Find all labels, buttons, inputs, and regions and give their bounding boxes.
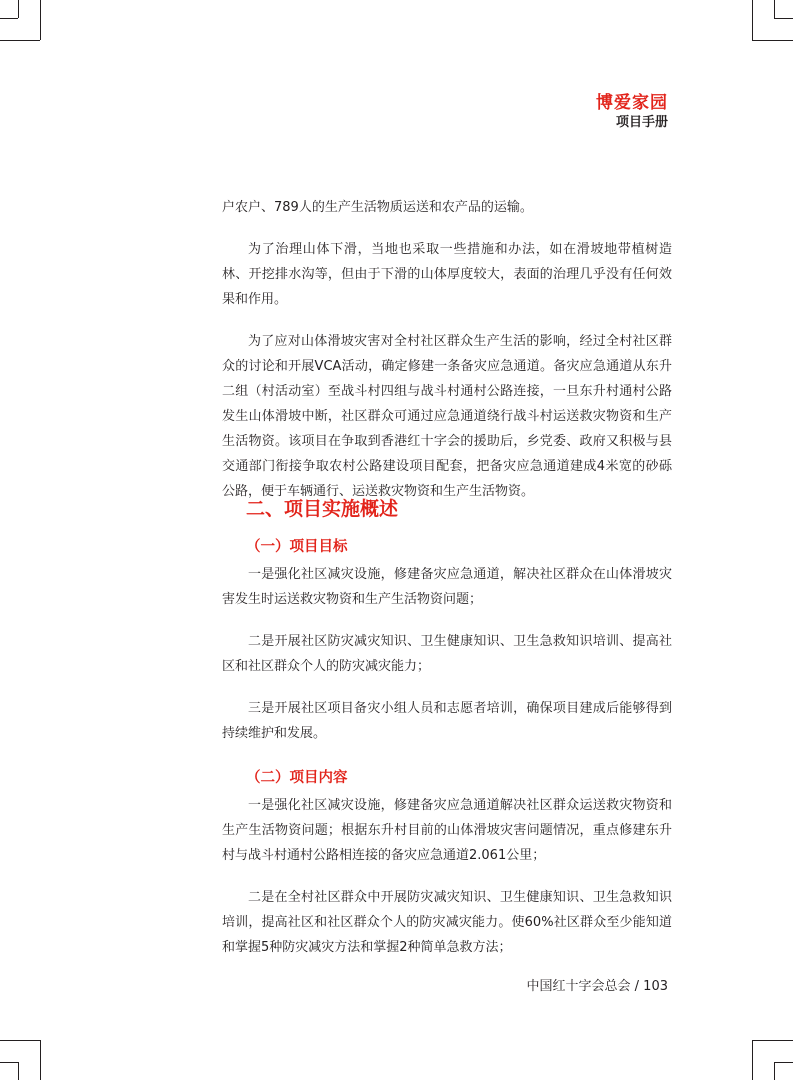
paragraph: 为了治理山体下滑，当地也采取一些措施和办法，如在滑坡地带植树造林、开挖排水沟等，但由于下滑的山体厚度较大，表面的治理几乎没有任何效果和作用。 — [222, 242, 672, 307]
crop-mark — [0, 1040, 40, 1041]
crop-mark — [0, 40, 40, 41]
paragraph: 二是开展社区防灾减灾知识、卫生健康知识、卫生急救知识培训、提高社区和社区群众个人的防灾减灾能力； — [222, 634, 672, 674]
crop-mark — [40, 1040, 41, 1080]
crop-mark — [774, 0, 775, 18]
crop-mark — [752, 1040, 793, 1041]
paragraph: 二是在全村社区群众中开展防灾减灾知识、卫生健康知识、卫生急救知识培训，提高社区和社区群众个人的防灾减灾能力。使60%社区群众至少能知道和掌握5种防灾减灾方法和掌握2种简单急救方法； — [222, 890, 672, 955]
crop-mark — [18, 0, 19, 18]
page-footer: 中国红十字会总会 / 103 — [526, 979, 668, 994]
section-heading: 二、项目实施概述 — [246, 498, 399, 520]
brand-title: 博爱家园 — [596, 93, 668, 113]
paragraph: 一是强化社区减灾设施，修建备灾应急通道，解决社区群众在山体滑坡灾害发生时运送救灾物资和生产生活物资问题； — [222, 567, 672, 607]
subsection-heading: （二）项目内容 — [246, 770, 348, 786]
implementation-section — [222, 536, 672, 960]
crop-mark — [752, 40, 793, 41]
crop-mark — [0, 1062, 18, 1063]
crop-mark — [0, 18, 18, 19]
crop-mark — [752, 1040, 753, 1080]
subsection-heading: （一）项目目标 — [246, 539, 348, 555]
crop-mark — [40, 0, 41, 40]
crop-mark — [774, 1062, 775, 1080]
paragraph: 一是强化社区减灾设施，修建备灾应急通道解决社区群众运送救灾物资和生产生活物资问题；根据东升村目前的山体滑坡灾害问题情况，重点修建东升村与战斗村通村公路相连接的备灾应急通道2.061公里； — [222, 798, 672, 863]
crop-mark — [18, 1062, 19, 1080]
crop-mark — [774, 1062, 793, 1063]
brand-subtitle: 项目手册 — [615, 115, 668, 130]
paragraph: 户农户、789人的生产生活物质运送和农产品的运输。 — [222, 200, 533, 215]
paragraph: 三是开展社区项目备灾小组人员和志愿者培训，确保项目建成后能够得到持续维护和发展。 — [222, 701, 672, 741]
crop-mark — [774, 18, 793, 19]
paragraph: 为了应对山体滑坡灾害对全村社区群众生产生活的影响，经过全村社区群众的讨论和开展VCA活动，确定修建一条备灾应急通道。备灾应急通道从东升二组（村活动室）至战斗村四组与战斗村通村公路连接，一旦东升村通村公路发生山体滑坡中断，社区群众可通过应急通道绕行战斗村运送救灾物资和生产生活物资。该项目在争取到香港红十字会的援助后，乡党委、政府又积极与县交通部门衔接争取农村公路建设项目配套，把备灾应急通道建成4米宽的砂砾公路，便于车辆通行、运送救灾物资和生产生活物资。 — [222, 334, 672, 499]
intro-section — [222, 195, 672, 504]
crop-mark — [752, 0, 753, 40]
running-header — [596, 93, 668, 131]
